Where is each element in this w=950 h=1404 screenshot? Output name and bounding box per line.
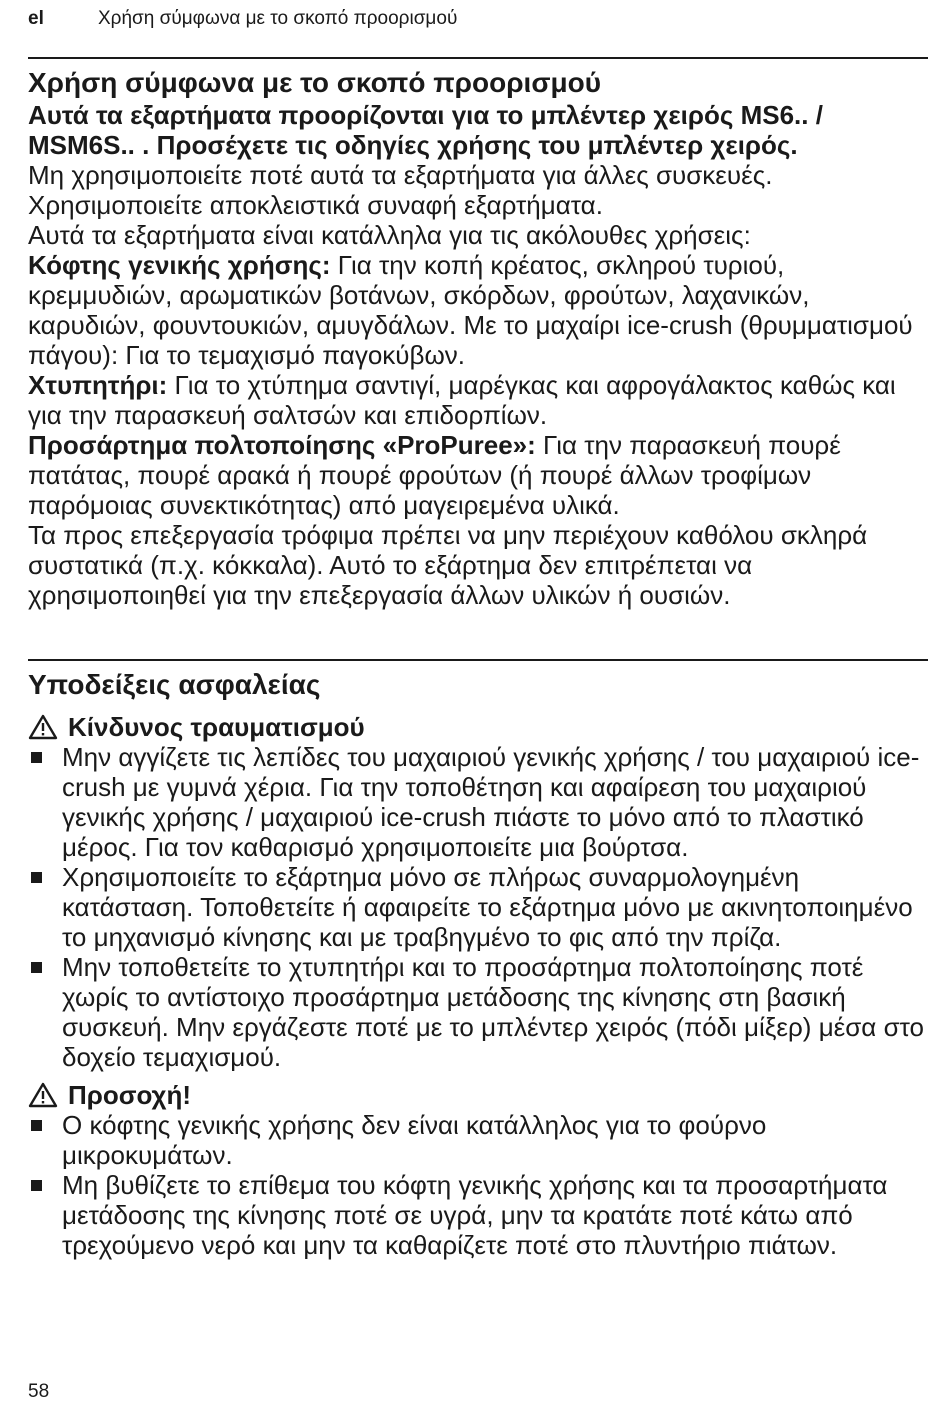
list-item: Μη βυθίζετε το επίθεμα του κόφτη γενικής χρήσης και τα προσαρτήματα μετάδοσης της κίνησης ποτέ σε υγρά, μην τα κρατάτε ποτέ κάτω από τρεχούμενο νερό και μην τα καθαρίζετε ποτέ στο πλυντήριο πιάτων. (28, 1170, 933, 1260)
section-title: Υποδείξεις ασφαλείας (28, 669, 321, 700)
section-divider (28, 57, 928, 59)
puree-label: Προσάρτημα πολτοποίησης «ProPuree»: (28, 430, 536, 460)
whisk-paragraph (28, 370, 933, 430)
paragraph: Αυτά τα εξαρτήματα είναι κατάλληλα για τις ακόλουθες χρήσεις: (28, 220, 751, 250)
caution-heading-text: Προσοχή! (68, 1080, 191, 1110)
section-divider (28, 659, 928, 661)
list-item: Μην τοποθετείτε το χτυπητήρι και το προσάρτημα πολτοποίησης ποτέ χωρίς το αντίστοιχο προσάρτημα μετάδοσης της κίνησης στη βασική συσκευή. Μην εργάζεστε ποτέ με το μπλέντερ χειρός (πόδι μίξερ) μέσα στο δοχείο τεμαχισμού. (28, 952, 933, 1072)
injury-heading (28, 712, 933, 742)
list-item: Μην αγγίζετε τις λεπίδες του μαχαιριού γενικής χρήσης / του μαχαιριού ice-crush με γυμνά χέρια. Για την τοποθέτηση και αφαίρεση του μαχαιριού γενικής χρήσης / μαχαιριού ice-crush πιάστε το μόνο από το πλαστικό μέρος. Για τον καθαρισμό χρησιμοποιείτε μια βούρτσα. (28, 742, 933, 862)
intro-bold-paragraph: Αυτά τα εξαρτήματα προορίζονται για το μπλέντερ χειρός MS6.. / MSM6S.. . Προσέχετε τις οδηγίες χρήσης του μπλέντερ χειρός. (28, 100, 823, 160)
whisk-label: Χτυπητήρι: (28, 370, 168, 400)
square-bullet-icon (31, 962, 42, 973)
injury-heading-text: Κίνδυνος τραυματισμού (68, 712, 365, 742)
list-item: Χρησιμοποιείτε το εξάρτημα μόνο σε πλήρως συναρμολογημένη κατάσταση. Τοποθετείτε ή αφαιρείτε το εξάρτημα μόνο με ακινητοποιημένο το μηχανισμό κίνησης και με τραβηγμένο το φις από την πρίζα. (28, 862, 933, 952)
list-item: Ο κόφτης γενικής χρήσης δεν είναι κατάλληλος για το φούρνο μικροκυμάτων. (28, 1110, 933, 1170)
running-title: Χρήση σύμφωνα με το σκοπό προορισμού (98, 8, 458, 29)
section-intended-use (28, 66, 933, 610)
paragraph: Μη χρησιμοποιείτε ποτέ αυτά τα εξαρτήματα για άλλες συσκευές. (28, 160, 773, 190)
puree-paragraph (28, 430, 933, 520)
injury-list (28, 742, 933, 1072)
paragraph: Τα προς επεξεργασία τρόφιμα πρέπει να μην περιέχουν καθόλου σκληρά συστατικά (π.χ. κόκκαλα). Αυτό το εξάρτημα δεν επιτρέπεται να χρησιμοποιηθεί για την επεξεργασία άλλων υλικών ή ουσιών. (28, 520, 868, 610)
warning-triangle-icon (28, 714, 58, 740)
paragraph: Χρησιμοποιείτε αποκλειστικά συναφή εξαρτήματα. (28, 190, 603, 220)
puree-text: Για την παρασκευή πουρέ πατάτας, πουρέ αρακά ή πουρέ φρούτων (ή πουρέ άλλων τροφίμων παρόμοιας συνεκτικότητας) από μαγειρεμένα υλικά. (28, 430, 841, 520)
whisk-text: Για το χτύπημα σαντιγί, μαρέγκας και αφρογάλακτος καθώς και για την παρασκευή σαλτσών και επιδορπίων. (28, 370, 896, 430)
section-title: Χρήση σύμφωνα με το σκοπό προορισμού (28, 67, 602, 98)
square-bullet-icon (31, 752, 42, 763)
caution-heading (28, 1080, 933, 1110)
caution-list (28, 1110, 933, 1260)
cutter-paragraph (28, 250, 933, 370)
language-code: el (28, 8, 44, 29)
page-number: 58 (28, 1381, 50, 1402)
warning-triangle-icon (28, 1082, 58, 1108)
cutter-label: Κόφτης γενικής χρήσης: (28, 250, 331, 280)
cutter-text: Για την κοπή κρέατος, σκληρού τυριού, κρεμμυδιών, αρωματικών βοτάνων, σκόρδων, φρούτων, λαχανικών, καρυδιών, φουντουκιών, αμυγδάλων. Με το μαχαίρι ice-crush (θρυμματισμού πάγου): Για το τεμαχισμό παγοκύβων. (28, 250, 913, 370)
section-safety (28, 668, 933, 1260)
running-header (28, 8, 458, 30)
square-bullet-icon (31, 872, 42, 883)
square-bullet-icon (31, 1120, 42, 1131)
square-bullet-icon (31, 1180, 42, 1191)
